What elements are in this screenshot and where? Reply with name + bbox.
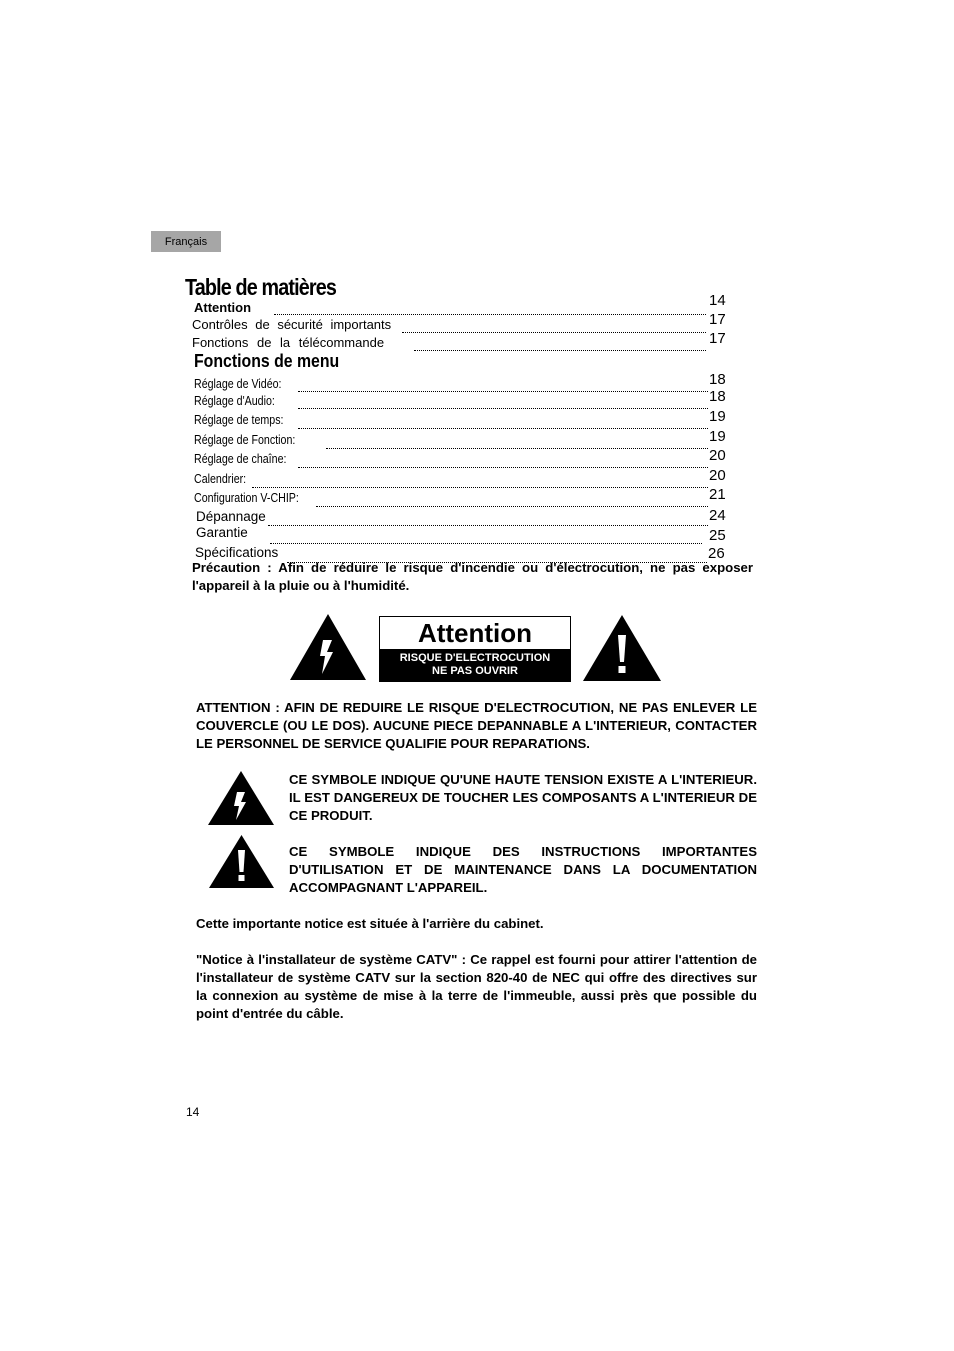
toc-entry-label: Spécifications <box>195 545 279 560</box>
toc-entry-page: 24 <box>709 507 726 524</box>
cabinet-notice: Cette importante notice est située à l'arrière du cabinet. <box>196 916 544 931</box>
toc-entry-page: 14 <box>709 292 726 309</box>
toc-entry-garantie[interactable] <box>196 527 727 547</box>
lightning-symbol-icon <box>208 771 274 825</box>
leader-dots <box>298 467 708 468</box>
leader-dots <box>270 543 702 544</box>
leader-dots <box>298 408 708 409</box>
toc-entry-label: Fonctions de la télécommande <box>192 335 385 350</box>
toc-entry-label: Réglage de chaîne: <box>194 451 309 466</box>
warning-label-line1: RISQUE D'ELECTROCUTION <box>399 652 551 664</box>
leader-dots <box>298 428 708 429</box>
toc-entry-calendrier[interactable] <box>194 467 727 491</box>
toc-entry-page: 25 <box>709 527 726 544</box>
leader-dots <box>268 525 708 526</box>
toc-entry-fonction[interactable] <box>194 428 727 452</box>
warning-label-title: Attention <box>417 618 533 648</box>
language-tab: Français <box>151 231 221 252</box>
toc-entry-vchip[interactable] <box>194 486 727 510</box>
toc-entry-label: Réglage d'Audio: <box>194 393 295 408</box>
toc-entry-label: Configuration V-CHIP: <box>194 490 324 505</box>
toc-entry-label: Réglage de temps: <box>194 412 305 427</box>
toc-entry-chaine[interactable] <box>194 447 727 471</box>
toc-entry-page: 20 <box>709 447 726 464</box>
leader-dots <box>326 448 708 449</box>
toc-entry-label: Dépannage <box>196 509 266 524</box>
lightning-symbol-text: CE SYMBOLE INDIQUE QU'UNE HAUTE TENSION EXISTE A L'INTERIEUR. IL EST DANGEREUX DE TOUCHER LES COMPOSANTS A L'INTERIEUR DE CE PRODUIT. <box>289 772 757 823</box>
toc-entry-attention[interactable] <box>194 292 727 318</box>
exclamation-warning-icon <box>583 615 661 681</box>
leader-dots <box>316 506 708 507</box>
toc-entry-temps[interactable] <box>194 408 727 432</box>
toc-entry-page: 18 <box>709 388 726 405</box>
catv-notice: "Notice à l'installateur de système CATV" : Ce rappel est fourni pour attirer l'attention de l'installateur de système CATV sur la section 820-40 de NEC qui offre des directives sur la connexion au système de mise à la terre de l'immeuble, aussi près que possible du point d'entrée du câble. <box>196 952 757 1021</box>
warning-label-line2: NE PAS OUVRIR <box>432 665 518 677</box>
leader-dots <box>252 487 708 488</box>
leader-dots <box>414 350 706 351</box>
page-number: 14 <box>186 1105 200 1119</box>
lightning-warning-icon <box>290 614 366 680</box>
toc-entry-label: Réglage de Vidéo: <box>194 376 303 391</box>
toc-entry-page: 20 <box>709 467 726 484</box>
precaution-notice: Précaution : Afin de réduire le risque d'incendie ou d'électrocution, ne pas exposer l'appareil à la pluie ou à l'humidité. <box>192 560 753 593</box>
attention-paragraph: ATTENTION : AFIN DE REDUIRE LE RISQUE D'ELECTROCUTION, NE PAS ENLEVER LE COUVERCLE (OU LE DOS). AUCUNE PIECE DEPANNABLE A L'INTERIEUR, CONTACTER LE PERSONNEL DE SERVICE QUALIFIE POUR REPARATIONS. <box>196 700 757 751</box>
toc-entry-page: 26 <box>708 545 725 562</box>
toc-entry-label: Calendrier: <box>194 471 260 486</box>
toc-entry-label: Attention <box>194 300 252 315</box>
toc-entry-page: 17 <box>709 330 726 347</box>
toc-entry-page: 19 <box>709 408 726 425</box>
exclamation-symbol-text: CE SYMBOLE INDIQUE DES INSTRUCTIONS IMPORTANTES D'UTILISATION ET DE MAINTENANCE DANS LA DOCUMENTATION ACCOMPAGNANT L'APPAREIL. <box>289 844 757 895</box>
toc-entry-label: Contrôles de sécurité importants <box>192 317 392 332</box>
toc-entry-audio[interactable] <box>194 388 727 412</box>
toc-entry-page: 19 <box>709 428 726 445</box>
toc-entry-label: Garantie <box>196 525 248 540</box>
toc-entry-page: 18 <box>709 371 726 388</box>
toc-entry-page: 17 <box>709 311 726 328</box>
warning-label <box>379 616 571 682</box>
leader-dots <box>274 314 706 315</box>
exclamation-symbol-icon <box>209 835 274 888</box>
toc-entry-page: 21 <box>709 486 726 503</box>
toc-section-heading: Fonctions de menu <box>194 351 340 371</box>
toc-entry-depannage[interactable] <box>196 509 727 529</box>
toc-entry-label: Réglage de Fonction: <box>194 432 320 447</box>
leader-dots <box>402 332 706 333</box>
toc-entry-securite[interactable] <box>192 311 727 336</box>
warning-label-band <box>380 649 570 681</box>
toc-title: Table de matières <box>185 274 337 300</box>
